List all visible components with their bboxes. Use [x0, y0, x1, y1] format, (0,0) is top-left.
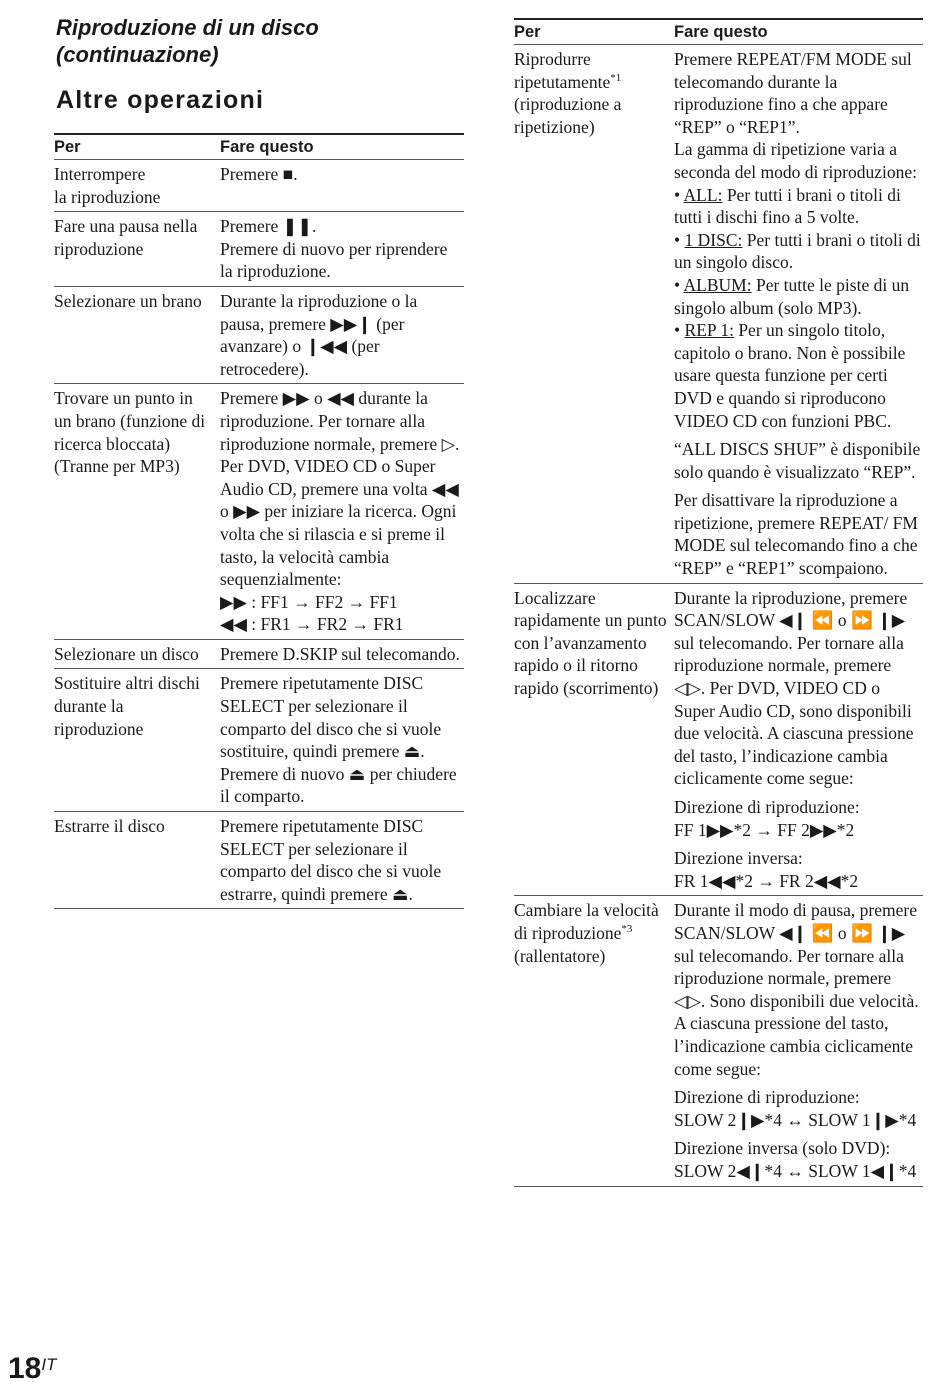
row-instruction: Premere ■.	[220, 160, 464, 212]
row-action: Sostituire altri dischi durante la riproduzione	[54, 669, 220, 812]
section-title: Altre operazioni	[56, 86, 265, 114]
subhead-line-1: Riproduzione di un disco	[56, 15, 319, 40]
row-instruction	[220, 384, 464, 640]
bullet-key: 1 DISC:	[684, 229, 743, 250]
header-fare-questo: Fare questo	[220, 134, 464, 160]
header-fare-questo: Fare questo	[674, 19, 923, 45]
speed-sequence-forward: ▶▶ : FF1 → FF2 → FF1	[220, 591, 398, 612]
row-action	[54, 160, 220, 212]
operations-table-left	[54, 133, 464, 909]
instruction-line: Premere di nuovo per riprendere la riproduzione.	[220, 238, 448, 282]
table-row	[54, 639, 464, 669]
row-instruction	[220, 212, 464, 287]
row-instruction: Premere D.SKIP sul telecomando.	[220, 639, 464, 669]
instruction-line: Durante il modo di pausa, premere SCAN/SLOW ◀❙ ⏪ o ⏩ ❙▶ sul telecomando. Per tornare alla riproduzione normale, premere ◁▷. Sono disponibili due velocità. A ciascuna pressione del tasto, l’indicazione cambia ciclicamente come segue:	[674, 900, 919, 1079]
table-row	[54, 812, 464, 909]
row-action: Estrarre il disco	[54, 812, 220, 909]
row-action: Selezionare un disco	[54, 639, 220, 669]
header-per: Per	[54, 134, 220, 160]
table-row	[54, 384, 464, 640]
bullet-text: Per tutte le piste di un singolo album (solo MP3).	[674, 274, 910, 318]
table-header-row	[514, 19, 923, 45]
table-row	[514, 583, 923, 896]
instruction-line: Per disattivare la riproduzione a ripetizione, premere REPEAT/ FM MODE sul telecomando fino a che “REP” e “REP1” scompaiono.	[674, 490, 918, 579]
instruction-line: “ALL DISCS SHUF” è disponibile solo quando è visualizzato “REP”.	[674, 439, 921, 482]
bullet-key: REP 1:	[684, 320, 734, 341]
speed-sequence-reverse: ◀◀ : FR1 → FR2 → FR1	[220, 614, 404, 635]
bullet-text: Per tutti i brani o titoli di tutti i dischi fino a 5 volte.	[674, 184, 901, 228]
table-row	[514, 45, 923, 584]
row-instruction: Premere ripetutamente DISC SELECT per selezionare il comparto del disco che si vuole estrarre, quindi premere ⏏.	[220, 812, 464, 909]
speed-sequence-reverse: SLOW 2◀❙*4 ↔ SLOW 1◀❙*4	[674, 1160, 917, 1181]
speed-sequence-reverse: FR 1◀◀*2 → FR 2◀◀*2	[674, 870, 859, 891]
row-action	[514, 45, 674, 584]
row-action-line: la riproduzione	[54, 186, 161, 207]
table-row	[54, 669, 464, 812]
bullet-key: ALL:	[683, 184, 723, 205]
page-number	[8, 1352, 56, 1386]
instruction-line: Durante la riproduzione, premere SCAN/SLOW ◀❙ ⏪ o ⏩ ❙▶ sul telecomando. Per tornare alla riproduzione normale, premere ◁▷. Per DVD, VIDEO CD o Super Audio CD, sono disponibili due velocità. A ciascuna pressione del tasto, l’indicazione cambia ciclicamente come segue:	[674, 587, 914, 789]
instruction-line: Premere ❚❚.	[220, 216, 317, 237]
instruction-line: Premere ▶▶ o ◀◀ durante la riproduzione. Per tornare alla riproduzione normale, premere ▷. Per DVD, VIDEO CD o Super Audio CD, premere una volta ◀◀ o ▶▶ per iniziare la ricerca. Ogni volta che si rilascia e si preme il tasto, la velocità cambia sequenzialmente:	[220, 388, 460, 590]
subhead-line-2: (continuazione)	[56, 42, 219, 67]
table-header-row	[54, 134, 464, 160]
row-action-note: (riproduzione a ripetizione)	[514, 94, 622, 137]
row-action-line: Interrompere	[54, 164, 146, 184]
section-subheading	[56, 14, 319, 68]
row-action-note: (rallentatore)	[514, 945, 606, 966]
bullet-1-disc: • 1 DISC: Per tutti i brani o titoli di un singolo disco.	[674, 229, 921, 273]
bullet-text: Per un singolo titolo, capitolo o brano. Non è possibile usare questa funzione per certi DVD e quando si riproducono VIDEO CD con funzioni PBC.	[674, 320, 906, 431]
page-language-code: IT	[41, 1355, 57, 1374]
table-row	[54, 286, 464, 383]
table-row	[54, 160, 464, 212]
row-instruction	[674, 583, 923, 896]
instruction-line: Premere REPEAT/FM MODE sul telecomando durante la riproduzione fino a che appare “REP” o “REP1”.	[674, 49, 912, 137]
row-action	[514, 896, 674, 1186]
footnote-ref: *3	[621, 923, 633, 936]
bullet-rep-1: • REP 1: Per un singolo titolo, capitolo o brano. Non è possibile usare questa funzione per certi DVD e quando si riproducono VIDEO CD con funzioni PBC.	[674, 320, 906, 431]
table-row	[514, 896, 923, 1186]
direction-label: Direzione di riproduzione:	[674, 797, 860, 817]
row-instruction	[674, 45, 923, 584]
table-row	[54, 212, 464, 287]
row-instruction	[674, 896, 923, 1186]
bullet-album: • ALBUM: Per tutte le piste di un singolo album (solo MP3).	[674, 274, 910, 318]
row-action-text: Cambiare la velocità di riproduzione	[514, 900, 659, 943]
row-action: Localizzare rapidamente un punto con l’avanzamento rapido o il ritorno rapido (scorrimento)	[514, 583, 674, 896]
footnote-ref: *1	[610, 71, 622, 84]
bullet-text: Per tutti i brani o titoli di un singolo disco.	[674, 229, 921, 273]
operations-table-right	[514, 18, 923, 1187]
header-per: Per	[514, 19, 674, 45]
row-action: Fare una pausa nella riproduzione	[54, 212, 220, 287]
row-action: Trovare un punto in un brano (funzione di ricerca bloccata) (Tranne per MP3)	[54, 384, 220, 640]
direction-label: Direzione inversa:	[674, 848, 803, 869]
bullet-key: ALBUM:	[683, 274, 752, 295]
bullet-all: • ALL: Per tutti i brani o titoli di tutti i dischi fino a 5 volte.	[674, 184, 901, 228]
instruction-line: La gamma di ripetizione varia a seconda del modo di riproduzione:	[674, 139, 917, 182]
speed-sequence-forward: SLOW 2❙▶*4 ↔ SLOW 1❙▶*4	[674, 1109, 917, 1130]
page-number-value: 18	[8, 1352, 42, 1385]
direction-label: Direzione inversa (solo DVD):	[674, 1138, 891, 1159]
direction-label: Direzione di riproduzione:	[674, 1087, 860, 1108]
row-action-text: Riprodurre ripetutamente	[514, 49, 611, 92]
speed-sequence-forward: FF 1▶▶*2 → FF 2▶▶*2	[674, 819, 855, 840]
row-action: Selezionare un brano	[54, 286, 220, 383]
row-instruction: Premere ripetutamente DISC SELECT per selezionare il comparto del disco che si vuole sostituire, quindi premere ⏏. Premere di nuovo ⏏ per chiudere il comparto.	[220, 669, 464, 812]
row-instruction: Durante la riproduzione o la pausa, premere ▶▶❙ (per avanzare) o ❙◀◀ (per retrocedere).	[220, 286, 464, 383]
